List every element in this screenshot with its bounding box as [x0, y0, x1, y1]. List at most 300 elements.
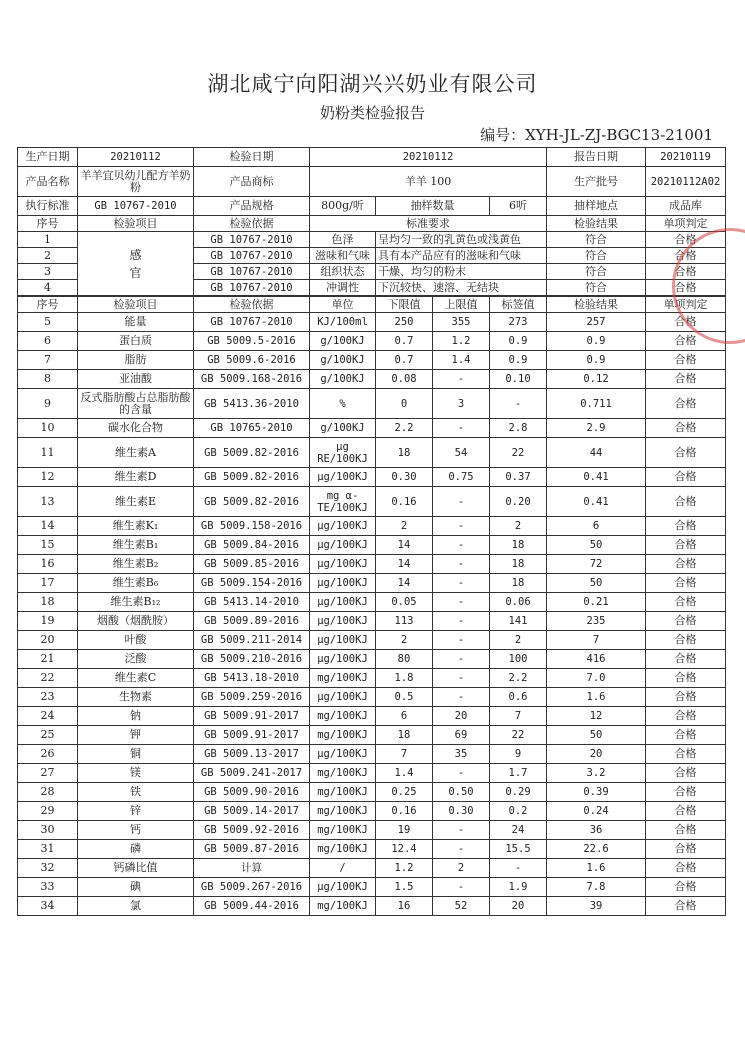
table-row [18, 764, 726, 783]
label-value: 2.2 [490, 669, 547, 688]
test-result: 3.2 [547, 764, 646, 783]
label-value: 0.6 [490, 688, 547, 707]
row-number: 23 [18, 688, 78, 707]
test-basis: GB 5009.84-2016 [194, 536, 310, 555]
test-item: 碳水化合物 [78, 419, 194, 438]
table-row [18, 612, 726, 631]
judgement: 合格 [646, 517, 726, 536]
label-value: 2.8 [490, 419, 547, 438]
test-result: 22.6 [547, 840, 646, 859]
test-item: 泛酸 [78, 650, 194, 669]
table-row [18, 669, 726, 688]
table-row [18, 438, 726, 468]
standard: GB 10767-2010 [78, 197, 194, 216]
test-result: 0.711 [547, 389, 646, 419]
test-result: 符合 [547, 280, 646, 297]
label-value: 24 [490, 821, 547, 840]
upper-limit: 1.2 [433, 332, 490, 351]
sample-place: 成品库 [646, 197, 726, 216]
judgement: 合格 [646, 707, 726, 726]
unit: / [310, 859, 376, 878]
upper-limit: 0.50 [433, 783, 490, 802]
judgement: 合格 [646, 370, 726, 389]
lower-limit: 0.7 [376, 351, 433, 370]
standard-requirement: 具有本产品应有的滋味和气味 [376, 248, 547, 264]
test-item: 叶酸 [78, 631, 194, 650]
judgement: 合格 [646, 783, 726, 802]
standard-requirement: 干燥、均匀的粉末 [376, 264, 547, 280]
label-value: - [490, 859, 547, 878]
test-item: 铁 [78, 783, 194, 802]
lower-limit: 0.05 [376, 593, 433, 612]
test-result: 0.21 [547, 593, 646, 612]
column-header: 上限值 [433, 296, 490, 313]
label-value: 15.5 [490, 840, 547, 859]
label-value: 9 [490, 745, 547, 764]
lower-limit: 0.25 [376, 783, 433, 802]
column-header: 检验依据 [194, 296, 310, 313]
unit: mg/100KJ [310, 764, 376, 783]
row-number: 16 [18, 555, 78, 574]
test-item: 亚油酸 [78, 370, 194, 389]
test-result: 0.9 [547, 351, 646, 370]
upper-limit: 69 [433, 726, 490, 745]
test-item: 脂肪 [78, 351, 194, 370]
table-row [18, 631, 726, 650]
row-number: 29 [18, 802, 78, 821]
table-row [18, 536, 726, 555]
table-row [18, 593, 726, 612]
label-value: 20 [490, 897, 547, 916]
column-header: 检验结果 [547, 296, 646, 313]
test-result: 7.0 [547, 669, 646, 688]
lower-limit: 0.7 [376, 332, 433, 351]
upper-limit: - [433, 821, 490, 840]
unit: mg/100KJ [310, 783, 376, 802]
upper-limit: 0.30 [433, 802, 490, 821]
label-value: 141 [490, 612, 547, 631]
judgement: 合格 [646, 859, 726, 878]
table-row [18, 897, 726, 916]
judgement: 合格 [646, 726, 726, 745]
test-item: 钾 [78, 726, 194, 745]
label-value: 1.9 [490, 878, 547, 897]
column-header: 下限值 [376, 296, 433, 313]
unit: mg/100KJ [310, 802, 376, 821]
unit: μg/100KJ [310, 631, 376, 650]
test-basis: GB 5009.241-2017 [194, 764, 310, 783]
sensory-header-item: 检验项目 [78, 216, 194, 232]
row-number: 32 [18, 859, 78, 878]
label-value: 2 [490, 517, 547, 536]
judgement: 合格 [646, 669, 726, 688]
unit: μg/100KJ [310, 878, 376, 897]
judgement: 合格 [646, 555, 726, 574]
standard-requirement: 呈均匀一致的乳黄色或浅黄色 [376, 232, 547, 248]
judgement: 合格 [646, 840, 726, 859]
upper-limit: - [433, 669, 490, 688]
lower-limit: 0 [376, 389, 433, 419]
test-basis: GB 5009.44-2016 [194, 897, 310, 916]
label-value: 0.2 [490, 802, 547, 821]
test-basis: GB 5009.259-2016 [194, 688, 310, 707]
unit: μg RE/100KJ [310, 438, 376, 468]
unit: μg/100KJ [310, 745, 376, 764]
label-value: 0.29 [490, 783, 547, 802]
lower-limit: 80 [376, 650, 433, 669]
row-number: 19 [18, 612, 78, 631]
test-basis: GB 5009.168-2016 [194, 370, 310, 389]
upper-limit: 20 [433, 707, 490, 726]
sensory-header-result: 检验结果 [547, 216, 646, 232]
test-item: 钙 [78, 821, 194, 840]
table-row [18, 574, 726, 593]
test-result: 符合 [547, 232, 646, 248]
product-name: 羊羊宜贝幼儿配方羊奶粉 [78, 167, 194, 197]
lower-limit: 1.5 [376, 878, 433, 897]
test-item: 碘 [78, 878, 194, 897]
upper-limit: 52 [433, 897, 490, 916]
row-number: 9 [18, 389, 78, 419]
test-result: 0.9 [547, 332, 646, 351]
test-item: 钠 [78, 707, 194, 726]
test-basis: GB 10767-2010 [194, 232, 310, 248]
test-item: 维生素K₁ [78, 517, 194, 536]
judgement: 合格 [646, 468, 726, 487]
lower-limit: 1.2 [376, 859, 433, 878]
sensory-header-no: 序号 [18, 216, 78, 232]
unit: μg/100KJ [310, 650, 376, 669]
upper-limit: - [433, 650, 490, 669]
judgement: 合格 [646, 264, 726, 280]
unit: g/100KJ [310, 351, 376, 370]
table-row [18, 840, 726, 859]
column-header: 检验项目 [78, 296, 194, 313]
lower-limit: 250 [376, 313, 433, 332]
row-number: 27 [18, 764, 78, 783]
test-result: 2.9 [547, 419, 646, 438]
judgement: 合格 [646, 802, 726, 821]
table-row [18, 821, 726, 840]
test-basis: GB 10767-2010 [194, 248, 310, 264]
row-number: 25 [18, 726, 78, 745]
sensory-attribute: 色泽 [310, 232, 376, 248]
test-item: 维生素B₂ [78, 555, 194, 574]
test-item: 锌 [78, 802, 194, 821]
test-item: 维生素D [78, 468, 194, 487]
unit: mg/100KJ [310, 897, 376, 916]
sensory-header-req: 标准要求 [310, 216, 547, 232]
unit: mg/100KJ [310, 840, 376, 859]
row-number: 14 [18, 517, 78, 536]
judgement: 合格 [646, 419, 726, 438]
lower-limit: 6 [376, 707, 433, 726]
brand-label: 产品商标 [194, 167, 310, 197]
test-date-label: 检验日期 [194, 148, 310, 167]
test-basis: GB 5009.14-2017 [194, 802, 310, 821]
sample-qty-label: 抽样数量 [376, 197, 490, 216]
test-result: 20 [547, 745, 646, 764]
test-basis: GB 10767-2010 [194, 313, 310, 332]
unit: μg/100KJ [310, 612, 376, 631]
row-number: 15 [18, 536, 78, 555]
prod-date-label: 生产日期 [18, 148, 78, 167]
test-result: 12 [547, 707, 646, 726]
test-item: 氯 [78, 897, 194, 916]
lower-limit: 16 [376, 897, 433, 916]
prod-date: 20210112 [78, 148, 194, 167]
sensory-header-basis: 检验依据 [194, 216, 310, 232]
label-value: 0.06 [490, 593, 547, 612]
label-value: 0.37 [490, 468, 547, 487]
lower-limit: 14 [376, 536, 433, 555]
row-number: 13 [18, 487, 78, 517]
test-item: 维生素C [78, 669, 194, 688]
label-value: 2 [490, 631, 547, 650]
judgement: 合格 [646, 745, 726, 764]
unit: KJ/100ml [310, 313, 376, 332]
label-value: - [490, 389, 547, 419]
test-basis: GB 10767-2010 [194, 264, 310, 280]
upper-limit: - [433, 593, 490, 612]
judgement: 合格 [646, 612, 726, 631]
test-basis: GB 5009.92-2016 [194, 821, 310, 840]
test-result: 0.12 [547, 370, 646, 389]
sensory-header-row [18, 216, 726, 232]
test-basis: GB 5413.18-2010 [194, 669, 310, 688]
test-basis: GB 5009.267-2016 [194, 878, 310, 897]
lower-limit: 2.2 [376, 419, 433, 438]
test-result: 7 [547, 631, 646, 650]
judgement: 合格 [646, 280, 726, 297]
unit: mg α-TE/100KJ [310, 487, 376, 517]
table-row [18, 389, 726, 419]
test-result: 50 [547, 574, 646, 593]
lower-limit: 1.4 [376, 764, 433, 783]
judgement: 合格 [646, 593, 726, 612]
row-number: 24 [18, 707, 78, 726]
judgement: 合格 [646, 536, 726, 555]
column-header: 序号 [18, 296, 78, 313]
upper-limit: 35 [433, 745, 490, 764]
test-result: 0.41 [547, 487, 646, 517]
label-value: 22 [490, 438, 547, 468]
judgement: 合格 [646, 438, 726, 468]
lower-limit: 2 [376, 517, 433, 536]
table-row [18, 650, 726, 669]
label-value: 7 [490, 707, 547, 726]
table-row [18, 370, 726, 389]
row-number: 22 [18, 669, 78, 688]
upper-limit: - [433, 631, 490, 650]
test-basis: GB 5413.36-2010 [194, 389, 310, 419]
upper-limit: - [433, 555, 490, 574]
upper-limit: 355 [433, 313, 490, 332]
sensory-header-judge: 单项判定 [646, 216, 726, 232]
test-basis: GB 5009.5-2016 [194, 332, 310, 351]
table-row [18, 745, 726, 764]
table-row [18, 859, 726, 878]
table-row [18, 726, 726, 745]
judgement: 合格 [646, 897, 726, 916]
unit: mg/100KJ [310, 726, 376, 745]
lower-limit: 14 [376, 574, 433, 593]
unit: μg/100KJ [310, 574, 376, 593]
test-basis: GB 5009.6-2016 [194, 351, 310, 370]
test-basis: GB 5009.13-2017 [194, 745, 310, 764]
sensory-row [18, 232, 726, 248]
column-header: 单位 [310, 296, 376, 313]
test-item: 镁 [78, 764, 194, 783]
table-row [18, 802, 726, 821]
upper-limit: 1.4 [433, 351, 490, 370]
test-item: 蛋白质 [78, 332, 194, 351]
spec: 800g/听 [310, 197, 376, 216]
test-result: 416 [547, 650, 646, 669]
test-basis: GB 10767-2010 [194, 280, 310, 297]
test-basis: GB 5009.91-2017 [194, 707, 310, 726]
row-number: 33 [18, 878, 78, 897]
column-header: 单项判定 [646, 296, 726, 313]
judgement: 合格 [646, 332, 726, 351]
row-number: 2 [18, 248, 78, 264]
table-row [18, 313, 726, 332]
lower-limit: 0.16 [376, 487, 433, 517]
lower-limit: 19 [376, 821, 433, 840]
upper-limit: - [433, 688, 490, 707]
report-date: 20210119 [646, 148, 726, 167]
sample-qty: 6听 [490, 197, 547, 216]
table-row [18, 783, 726, 802]
company-title: 湖北咸宁向阳湖兴兴奶业有限公司 [207, 72, 538, 96]
label-value: 273 [490, 313, 547, 332]
test-result: 235 [547, 612, 646, 631]
row-number: 26 [18, 745, 78, 764]
test-result: 符合 [547, 248, 646, 264]
row-number: 34 [18, 897, 78, 916]
test-item: 磷 [78, 840, 194, 859]
unit: % [310, 389, 376, 419]
row-number: 18 [18, 593, 78, 612]
report-title: 奶粉类检验报告 [319, 104, 425, 122]
label-value: 18 [490, 536, 547, 555]
upper-limit: 0.75 [433, 468, 490, 487]
lower-limit: 18 [376, 726, 433, 745]
table-row [18, 332, 726, 351]
sensory-group-label: 感 官 [78, 232, 194, 297]
test-basis: GB 5009.90-2016 [194, 783, 310, 802]
test-item: 铜 [78, 745, 194, 764]
test-result: 257 [547, 313, 646, 332]
test-basis: GB 5413.14-2010 [194, 593, 310, 612]
test-item: 生物素 [78, 688, 194, 707]
test-item: 维生素A [78, 438, 194, 468]
unit: μg/100KJ [310, 517, 376, 536]
lower-limit: 7 [376, 745, 433, 764]
label-value: 1.7 [490, 764, 547, 783]
unit: g/100KJ [310, 370, 376, 389]
unit: μg/100KJ [310, 593, 376, 612]
unit: mg/100KJ [310, 669, 376, 688]
lower-limit: 0.30 [376, 468, 433, 487]
test-basis: GB 5009.154-2016 [194, 574, 310, 593]
test-item: 维生素B₆ [78, 574, 194, 593]
judgement: 合格 [646, 351, 726, 370]
row-number: 8 [18, 370, 78, 389]
row-number: 5 [18, 313, 78, 332]
test-basis: GB 5009.82-2016 [194, 438, 310, 468]
standard-label: 执行标准 [18, 197, 78, 216]
test-result: 39 [547, 897, 646, 916]
row-number: 11 [18, 438, 78, 468]
info-row-2 [18, 167, 726, 197]
table-row [18, 707, 726, 726]
judgement: 合格 [646, 574, 726, 593]
row-number: 7 [18, 351, 78, 370]
batch-label: 生产批号 [547, 167, 646, 197]
test-item: 维生素B₁₂ [78, 593, 194, 612]
test-item: 维生素E [78, 487, 194, 517]
lower-limit: 2 [376, 631, 433, 650]
table-row [18, 468, 726, 487]
batch-number: 20210112A02 [646, 167, 726, 197]
column-header: 标签值 [490, 296, 547, 313]
upper-limit: - [433, 840, 490, 859]
judgement: 合格 [646, 487, 726, 517]
test-basis: GB 5009.82-2016 [194, 487, 310, 517]
test-result: 0.39 [547, 783, 646, 802]
test-item: 维生素B₁ [78, 536, 194, 555]
test-basis: GB 5009.158-2016 [194, 517, 310, 536]
unit: mg/100KJ [310, 821, 376, 840]
unit: μg/100KJ [310, 536, 376, 555]
label-value: 100 [490, 650, 547, 669]
lower-limit: 0.08 [376, 370, 433, 389]
report-date-label: 报告日期 [547, 148, 646, 167]
lower-limit: 0.16 [376, 802, 433, 821]
row-number: 30 [18, 821, 78, 840]
test-item: 烟酸（烟酰胺） [78, 612, 194, 631]
test-result: 6 [547, 517, 646, 536]
lower-limit: 18 [376, 438, 433, 468]
test-basis: GB 5009.210-2016 [194, 650, 310, 669]
label-value: 18 [490, 555, 547, 574]
lower-limit: 14 [376, 555, 433, 574]
test-result: 36 [547, 821, 646, 840]
row-number: 3 [18, 264, 78, 280]
test-result: 0.24 [547, 802, 646, 821]
test-basis: GB 5009.211-2014 [194, 631, 310, 650]
spec-label: 产品规格 [194, 197, 310, 216]
test-basis: GB 5009.85-2016 [194, 555, 310, 574]
test-result: 72 [547, 555, 646, 574]
row-number: 21 [18, 650, 78, 669]
unit: μg/100KJ [310, 555, 376, 574]
info-row-3 [18, 197, 726, 216]
upper-limit: 3 [433, 389, 490, 419]
row-number: 17 [18, 574, 78, 593]
test-result: 1.6 [547, 688, 646, 707]
label-value: 22 [490, 726, 547, 745]
judgement: 合格 [646, 821, 726, 840]
judgement: 合格 [646, 313, 726, 332]
sensory-attribute: 组织状态 [310, 264, 376, 280]
upper-limit: - [433, 370, 490, 389]
row-number: 12 [18, 468, 78, 487]
table-row [18, 487, 726, 517]
main-header-row [18, 296, 726, 313]
lower-limit: 1.8 [376, 669, 433, 688]
